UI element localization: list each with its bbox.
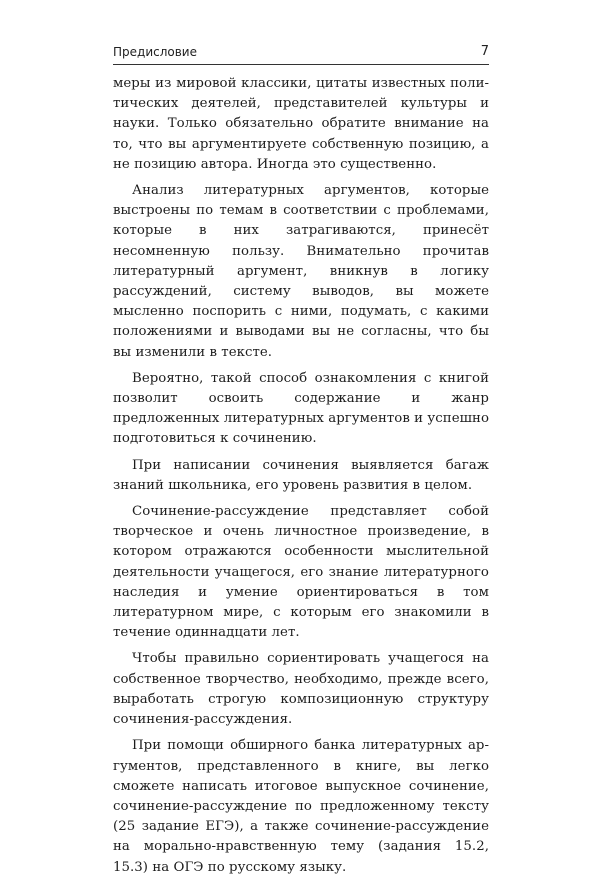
paragraph-1: меры из мировой классики, цитаты известных политических деятелей, представителей культуры и науки. Только обязательно обратите внимание на то, что вы аргументируете собственную позицию, а не позицию автора. Иногда это существенно. xyxy=(113,76,489,172)
paragraph-6: Чтобы правильно сориентировать учащегося на собственное творчество, необходимо, прежде всего, выработать строгую композиционную структуру сочинения-рассуждения. xyxy=(113,651,489,728)
paragraph-4: При написании сочинения выявляется багаж знаний школьника, его уровень развития в целом. xyxy=(113,457,489,493)
section-title: Предисловие xyxy=(113,45,197,59)
body-text xyxy=(113,74,489,884)
paragraph-5: Сочинение-рассуждение представляет собой творческое и очень личностное произведение, в котором отражаются особенности мыслительной деятельности учащегося, его знание литературного наследия и умение ориентироваться в том литературном мире, с которым его знакомили в течение одиннадцати лет. xyxy=(113,504,489,641)
running-head xyxy=(113,45,489,63)
paragraph-3: Вероятно, такой способ ознакомления с книгой позволит освоить содержание и жанр предложенных литературных аргументов и успешно подготовиться к сочинению. xyxy=(113,370,489,447)
paragraph-2: Анализ литературных аргументов, которые выстроены по темам в соответствии с проблемами, которые в них затрагиваются, принесёт несомненную пользу. Внимательно прочитав литературный аргумент, вникнув в логику рассуждений, систему выводов, вы можете мысленно поспорить с ними, подумать, с какими положениями и выводами вы не согласны, что бы вы изменили в тексте. xyxy=(113,183,489,360)
page-number: 7 xyxy=(480,44,489,59)
header-rule xyxy=(113,64,489,65)
paragraph-7: При помощи обширного банка литературных аргументов, представленного в книге, вы легко сможете написать итоговое выпускное сочинение, сочинение-рассуждение по предложенному тексту (25 задание ЕГЭ), а также сочинение-рассуждение на морально-нравственную тему (задания 15.2, 15.3) на ОГЭ по русскому языку. xyxy=(113,738,489,875)
